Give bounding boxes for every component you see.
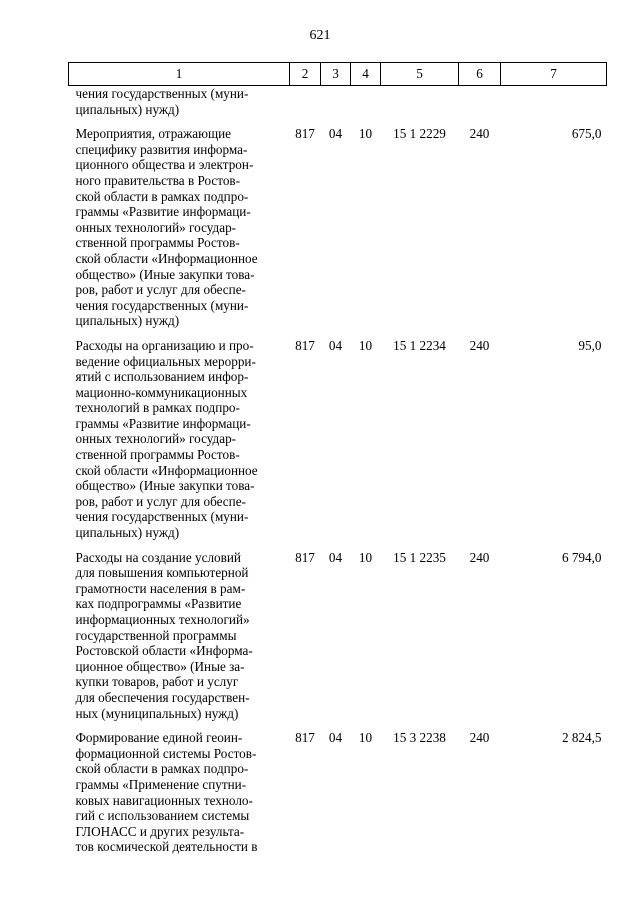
spacer-cell xyxy=(69,541,607,550)
row-amount: 675,0 xyxy=(571,126,602,142)
row-amount: 2 824,5 xyxy=(561,730,602,746)
description-line: онных технологий» государ- xyxy=(75,431,237,447)
description-line: гий с использованием системы xyxy=(75,808,250,824)
description-line: ров, работ и услуг для обеспе- xyxy=(75,493,246,509)
description-line: граммы «Развитие информаци- xyxy=(75,204,251,220)
description-line: Мероприятия, отражающие xyxy=(75,126,232,142)
description-line: ного правительства в Ростов- xyxy=(75,172,241,188)
header-col-4: 4 xyxy=(351,63,381,86)
table-row xyxy=(69,730,607,855)
description-line: ционного общества и электрон- xyxy=(75,157,254,173)
description-line: ров, работ и услуг для обеспе- xyxy=(75,282,246,298)
description-line: Формирование единой геоин- xyxy=(75,730,243,746)
spacer-cell xyxy=(69,117,607,126)
description-line: ципальных) нужд) xyxy=(75,525,180,541)
row-section: 04 xyxy=(328,337,343,353)
row-description xyxy=(69,126,290,329)
description-line: грамотности населения в рам- xyxy=(75,580,246,596)
description-line: граммы «Развитие информаци- xyxy=(75,415,251,431)
row-spacer xyxy=(69,329,607,338)
description-line: ятий с использованием инфор- xyxy=(75,369,249,385)
row-target-article: 15 1 2234 xyxy=(393,337,446,353)
table-row xyxy=(69,550,607,722)
description-line: купки товаров, работ и услуг xyxy=(75,674,239,690)
row-section: 04 xyxy=(328,549,343,565)
header-col-3: 3 xyxy=(321,63,351,86)
description-line: Расходы на создание условий xyxy=(75,549,241,565)
row-spacer xyxy=(69,117,607,126)
row-target-article: 15 1 2235 xyxy=(393,549,446,565)
spacer-cell xyxy=(69,329,607,338)
row-description xyxy=(69,550,290,722)
header-col-7: 7 xyxy=(501,63,607,86)
description-line: ской области в рамках подпро- xyxy=(75,188,249,204)
table-row xyxy=(69,338,607,541)
header-col-2: 2 xyxy=(290,63,321,86)
empty-cell xyxy=(290,86,321,118)
row-section: 04 xyxy=(328,730,343,746)
description-line: ных (муниципальных) нужд) xyxy=(75,705,239,721)
row-subsection: 10 xyxy=(358,730,373,746)
header-row xyxy=(69,63,607,86)
empty-cell xyxy=(459,86,501,118)
description-line: ках подпрограммы «Развитие xyxy=(75,596,242,612)
description-line: мационно-коммуникационных xyxy=(75,384,248,400)
row-expense-type: 240 xyxy=(469,337,490,353)
table-row-continuation xyxy=(69,86,607,118)
description-line: для обеспечения государствен- xyxy=(75,689,250,705)
description-line: ской области «Информационное xyxy=(75,250,258,266)
description-line: информационных технологий» xyxy=(75,612,250,627)
description-line: тов космической деятельности в xyxy=(75,839,258,855)
table-row xyxy=(69,126,607,329)
empty-cell xyxy=(381,86,459,118)
row-amount: 95,0 xyxy=(578,337,602,353)
row-subsection: 10 xyxy=(358,126,373,142)
row-section: 04 xyxy=(328,126,343,142)
empty-cell xyxy=(501,86,607,118)
empty-cell xyxy=(351,86,381,118)
row-admin-code: 817 xyxy=(295,126,315,142)
header-col-6: 6 xyxy=(459,63,501,86)
description-line: ционное общество» (Иные за- xyxy=(75,658,245,674)
row-description xyxy=(69,338,290,541)
description-line: формационной системы Ростов- xyxy=(75,745,257,761)
empty-cell xyxy=(321,86,351,118)
description-line: чения государственных (муни- xyxy=(75,86,249,101)
description-line: общество» (Иные закупки това- xyxy=(75,266,255,282)
row-expense-type: 240 xyxy=(469,549,490,565)
table-body xyxy=(69,86,607,855)
description-line: граммы «Применение спутни- xyxy=(75,776,247,792)
description-line: онных технологий» государ- xyxy=(75,219,237,235)
row-spacer xyxy=(69,541,607,550)
row-description xyxy=(69,86,290,118)
description-line: для повышения компьютерной xyxy=(75,565,249,581)
description-line: чения государственных (муни- xyxy=(75,509,249,525)
row-target-article: 15 3 2238 xyxy=(393,730,446,746)
description-line: специфику развития информа- xyxy=(75,141,248,157)
row-description xyxy=(69,730,290,855)
row-admin-code: 817 xyxy=(295,337,315,353)
table-header xyxy=(69,63,607,86)
description-line: ской области в рамках подпро- xyxy=(75,761,249,777)
description-line: государственной программы xyxy=(75,627,237,643)
description-line: чения государственных (муни- xyxy=(75,297,249,313)
row-target-article: 15 1 2229 xyxy=(393,126,446,142)
description-line: ковых навигационных техноло- xyxy=(75,792,253,808)
description-line: ципальных) нужд) xyxy=(75,101,180,117)
row-expense-type: 240 xyxy=(469,126,490,142)
description-line: ГЛОНАСС и других результа- xyxy=(75,823,245,839)
row-subsection: 10 xyxy=(358,549,373,565)
description-line: ственной программы Ростов- xyxy=(75,235,240,251)
page-number: 621 xyxy=(309,28,331,43)
spacer-cell xyxy=(69,721,607,730)
description-line: ской области «Информационное xyxy=(75,462,258,478)
description-line: ведение официальных мероpри- xyxy=(75,353,256,369)
description-line: Ростовской области «Информа- xyxy=(75,643,253,659)
description-line: общество» (Иные закупки това- xyxy=(75,478,255,494)
row-admin-code: 817 xyxy=(295,549,315,565)
header-col-1: 1 xyxy=(69,63,290,86)
description-line: технологий в рамках подпро- xyxy=(75,400,240,416)
budget-table xyxy=(68,62,607,855)
description-line: ципальных) нужд) xyxy=(75,313,180,329)
description-line: ственной программы Ростов- xyxy=(75,447,240,463)
row-spacer xyxy=(69,721,607,730)
header-col-5: 5 xyxy=(381,63,459,86)
row-expense-type: 240 xyxy=(469,730,490,746)
description-line: Расходы на организацию и про- xyxy=(75,337,254,353)
row-admin-code: 817 xyxy=(295,730,315,746)
row-subsection: 10 xyxy=(358,337,373,353)
row-amount: 6 794,0 xyxy=(561,549,602,565)
